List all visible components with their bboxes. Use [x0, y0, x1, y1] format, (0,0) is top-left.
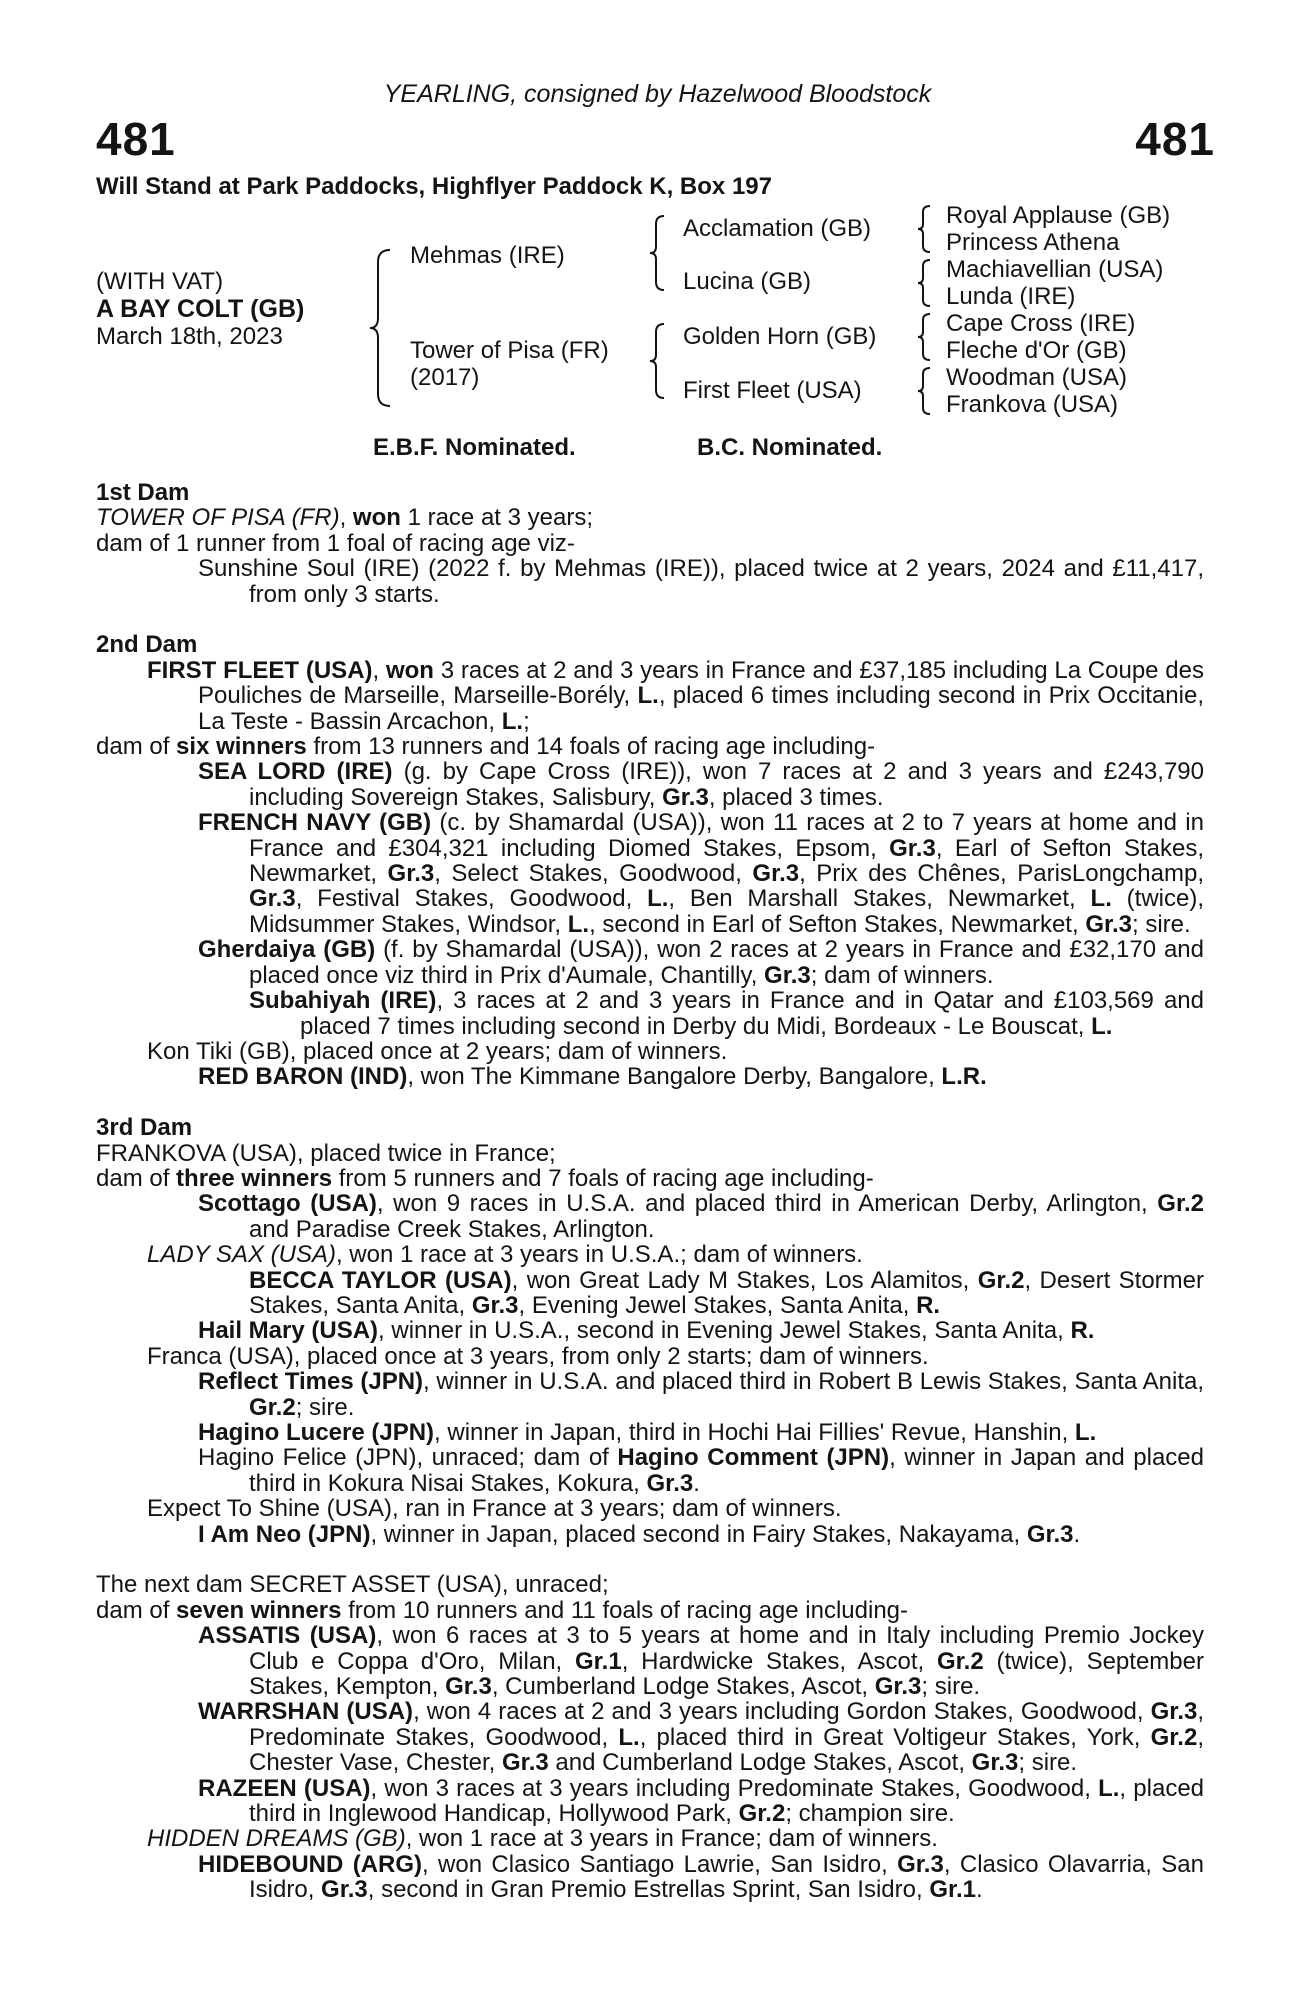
record-text: , 3 races at 2 and 3 years in France and in Qatar and £103,569 and placed 7 times including second in Derby du Midi, Bordeaux - Le Bouscat, [300, 987, 1204, 1040]
record-text: , winner in U.S.A., second in Evening Jewel Stakes, Santa Anita, [378, 1317, 1071, 1345]
record-text: . [1073, 1520, 1081, 1548]
produce-text: dam of [96, 733, 177, 761]
horse-name: Subahiyah (IRE) [249, 987, 437, 1015]
ggp-7: Woodman (USA) [946, 364, 1127, 391]
lot-number-left: 481 [96, 113, 176, 165]
ggp-3: Machiavellian (USA) [946, 256, 1164, 283]
record-text: , Prix des Chênes, ParisLongchamp, [799, 860, 1204, 888]
grade-label: Gr.3 [764, 961, 811, 989]
horse-name: RAZEEN (USA) [198, 1774, 371, 1802]
third-dam-record: FRANKOVA (USA), placed twice in France; [96, 1139, 556, 1167]
grade-label: Gr.3 [897, 1850, 944, 1878]
winners-count: seven winners [176, 1596, 342, 1624]
record-text: and Cumberland Lodge Stakes, Ascot, [548, 1749, 972, 1777]
ggp-6: Fleche d'Or (GB) [946, 337, 1127, 364]
ggp-1: Royal Applause (GB) [946, 202, 1171, 229]
pedigree-brace-g3 [916, 312, 932, 362]
progeny-hagino-lucere [96, 1420, 1204, 1445]
pedigree-brace-sire [648, 214, 666, 292]
record-text: , won 3 races at 3 years including Predominate Stakes, Goodwood, [370, 1774, 1099, 1802]
progeny-warrshan [96, 1699, 1204, 1775]
winners-count: six winners [176, 733, 307, 761]
progeny-reflect-times [96, 1369, 1204, 1420]
ggp-5: Cape Cross (IRE) [946, 310, 1136, 337]
grade-label: Gr.3 [1026, 1520, 1074, 1548]
pedigree-brace-g4 [916, 366, 932, 416]
record-text: , won 1 race at 3 years in U.S.A.; dam of winners. [335, 1241, 863, 1269]
record-text: , won Great Lady M Stakes, Los Alamitos, [511, 1266, 978, 1294]
grade-label: L.R. [941, 1063, 987, 1091]
record-text: (twice), September Stakes, Kempton, [249, 1647, 1204, 1701]
record-text: (c. by Shamardal (USA)), won 11 races at 2 to 7 years at home and in France and £304,321 including Diomed Stakes, Epsom, [249, 809, 1204, 862]
record-text: . [693, 1469, 700, 1497]
record-text: , placed 6 times including second in Prix Occitanie, La Teste - Bassin Arcachon, [198, 682, 1204, 735]
won-label: won [352, 504, 401, 532]
grade-label: Gr.3 [502, 1749, 549, 1777]
grade-label: Gr.1 [575, 1647, 622, 1675]
produce-text: from 5 runners and 7 foals of racing age including- [332, 1164, 874, 1192]
horse-name: Gherdaiya (GB) [198, 936, 376, 964]
record-text: ; [523, 707, 530, 735]
dam-dam-name: First Fleet (USA) [683, 377, 862, 404]
won-label: won [385, 656, 434, 684]
record-text: ; champion sire. [785, 1800, 955, 1828]
record-text: , Predominate Stakes, Goodwood, [249, 1698, 1205, 1751]
horse-name: ASSATIS (USA) [198, 1622, 377, 1650]
progeny-hidden-dreams [96, 1826, 1204, 1851]
produce-text: dam of [96, 1596, 177, 1624]
produce-text: from 10 runners and 11 foals of racing age including- [341, 1596, 909, 1624]
horse-name: Hagino Comment (JPN) [617, 1444, 890, 1472]
record-text: , placed 3 times. [708, 783, 884, 811]
progeny-expect-to-shine: Expect To Shine (USA), ran in France at 3 years; dam of winners. [147, 1495, 842, 1523]
grade-label: Gr.2 [977, 1266, 1025, 1294]
second-dam-heading: 2nd Dam [96, 631, 198, 659]
ggp-4: Lunda (IRE) [946, 283, 1076, 310]
grade-label: L. [637, 682, 659, 710]
record-text: , Desert Stormer Stakes, Santa Anita, [249, 1266, 1204, 1319]
record-text: and Paradise Creek Stakes, Arlington. [249, 1215, 655, 1243]
record-text: , won 1 race at 3 years in France; dam of winners. [405, 1825, 938, 1853]
grade-label: Gr.3 [752, 860, 800, 888]
record-text: ; sire. [1018, 1749, 1078, 1777]
record-text: 1 race at 3 years; [400, 504, 593, 532]
grade-label: L. [647, 885, 669, 913]
catalogue-body [96, 480, 1204, 1903]
grade-label: L. [501, 707, 524, 735]
grade-label: Gr.3 [662, 783, 709, 811]
grade-label: L. [1090, 885, 1112, 913]
record-text: , placed third in Inglewood Handicap, Hollywood Park, [249, 1774, 1205, 1828]
horse-name: A BAY COLT (GB) [96, 295, 305, 323]
grade-label: L. [1091, 1012, 1113, 1040]
pedigree-brace-g2 [916, 258, 932, 308]
grade-label: L. [1098, 1774, 1120, 1802]
record-text: (twice), Midsummer Stakes, Windsor, [249, 885, 1204, 938]
grade-label: R. [916, 1291, 941, 1319]
progeny-hagino-felice [96, 1445, 1204, 1496]
grade-label: Gr.3 [971, 1749, 1019, 1777]
horse-name: Scottago (USA) [198, 1190, 377, 1218]
grade-label: Gr.1 [929, 1876, 977, 1904]
first-dam-record: TOWER OF PISA (FR), won 1 race at 3 years; [96, 504, 593, 532]
progeny-razeen [96, 1776, 1204, 1827]
horse-name: SEA LORD (IRE) [198, 758, 393, 786]
record-text: ; dam of winners. [810, 961, 994, 989]
record-text: . [976, 1876, 983, 1904]
grade-label: L. [618, 1723, 640, 1751]
dam-name-italic: TOWER OF PISA (FR) [96, 504, 340, 532]
winners-count: three winners [176, 1164, 333, 1192]
record-text: (g. by Cape Cross (IRE)), won 7 races at 2 and 3 years and £243,790 including Sovereign Stakes, Salisbury, [249, 758, 1204, 811]
grade-label: R. [1070, 1317, 1095, 1345]
grade-label: Gr.2 [738, 1800, 786, 1828]
record-text: , placed third in Great Voltigeur Stakes, York, [639, 1723, 1151, 1751]
vat-note: (WITH VAT) [96, 268, 224, 295]
record-text: , Ben Marshall Stakes, Newmarket, [668, 885, 1091, 913]
progeny-red-baron [96, 1064, 1204, 1089]
grade-label: Gr.3 [249, 885, 296, 913]
horse-name: RED BARON (IND) [198, 1063, 408, 1091]
produce-text: from 13 runners and 14 foals of racing age including- [306, 733, 876, 761]
record-text: , Select Stakes, Goodwood, [434, 860, 753, 888]
second-dam-record: FIRST FLEET (USA), won 3 races at 2 and 3 years in France and £37,185 including La Coupe des Pouliches de Marseille, Marseille-Borély, L., placed 6 times including second in Prix Occitanie, La Teste - Bassin Arcachon, L.; [147, 656, 1204, 735]
progeny-french-navy [96, 810, 1204, 937]
third-dam-heading: 3rd Dam [96, 1114, 193, 1142]
grade-label: Gr.3 [387, 860, 435, 888]
record-text: , won The Kimmane Bangalore Derby, Bangalore, [407, 1063, 942, 1091]
ggp-8: Frankova (USA) [946, 391, 1119, 418]
grade-label: Gr.3 [889, 834, 936, 862]
record-text: , Cumberland Lodge Stakes, Ascot, [491, 1673, 875, 1701]
horse-name: LADY SAX (USA) [147, 1241, 336, 1269]
grade-label: Gr.2 [936, 1647, 984, 1675]
record-text: , winner in Japan, third in Hochi Hai Fillies' Revue, Hanshin, [434, 1419, 1075, 1446]
sire-sire-name: Acclamation (GB) [683, 215, 872, 242]
horse-name: Hagino Lucere (JPN) [198, 1419, 435, 1446]
grade-label: L. [567, 910, 590, 938]
record-text: , Earl of Sefton Stakes, Newmarket, [249, 834, 1204, 888]
sire-dam-name: Lucina (GB) [683, 268, 812, 295]
horse-name: WARRSHAN (USA) [198, 1698, 414, 1726]
foaling-date: March 18th, 2023 [96, 323, 283, 350]
grade-label: Gr.3 [1085, 910, 1133, 938]
horse-name: HIDEBOUND (ARG) [198, 1850, 423, 1878]
grade-label: Gr.3 [445, 1673, 492, 1701]
stabling-line: Will Stand at Park Paddocks, Highflyer Paddock K, Box 197 [96, 173, 772, 200]
progeny-assatis [96, 1623, 1204, 1699]
progeny-kon-tiki: Kon Tiki (GB), placed once at 2 years; dam of winners. [147, 1037, 728, 1065]
record-text: , Festival Stakes, Goodwood, [295, 885, 648, 913]
first-dam-offspring: Sunshine Soul (IRE) (2022 f. by Mehmas (IRE)), placed twice at 2 years, 2024 and £11,417, from only 3 starts. [198, 555, 1204, 608]
grade-label: L. [1074, 1419, 1097, 1446]
horse-name: Reflect Times (JPN) [198, 1368, 424, 1396]
produce-text: dam of [96, 1164, 177, 1192]
record-text: , Hardwicke Stakes, Ascot, [621, 1647, 937, 1675]
next-dam-record: The next dam SECRET ASSET (USA), unraced; [96, 1571, 609, 1599]
progeny-scottago [96, 1191, 1204, 1242]
progeny-lady-sax [96, 1242, 1204, 1267]
progeny-hidebound [96, 1852, 1204, 1903]
record-text: , won Clasico Santiago Lawrie, San Isidro, [422, 1850, 898, 1878]
progeny-hail-mary [96, 1318, 1204, 1343]
dam-name-bold: FIRST FLEET (USA) [147, 656, 373, 684]
record-text: , second in Earl of Sefton Stakes, Newmarket, [589, 910, 1086, 938]
ggp-2: Princess Athena [946, 229, 1120, 256]
progeny-becca-taylor [96, 1268, 1204, 1319]
horse-name: FRENCH NAVY (GB) [198, 809, 432, 837]
record-text: , won 6 races at 3 to 5 years at home and in Italy including Premio Jockey Club e Coppa d'Oro, Milan, [249, 1622, 1205, 1675]
progeny-subahiyah [96, 988, 1204, 1039]
record-text: , winner in Japan and placed third in Kokura Nisai Stakes, Kokura, [249, 1444, 1204, 1497]
dam-year: (2017) [410, 364, 480, 391]
progeny-sea-lord [96, 759, 1204, 810]
first-dam-produce: dam of 1 runner from 1 foal of racing age viz- [96, 529, 575, 557]
pedigree-brace-g1 [916, 204, 932, 254]
third-dam-produce [96, 1166, 1204, 1191]
horse-name: I Am Neo (JPN) [198, 1520, 371, 1548]
grade-label: Gr.2 [1150, 1723, 1198, 1751]
record-text: , second in Gran Premio Estrellas Sprint, San Isidro, [367, 1876, 930, 1904]
horse-name: Hail Mary (USA) [198, 1317, 379, 1345]
next-dam-produce [96, 1598, 1204, 1623]
progeny-franca: Franca (USA), placed once at 3 years, from only 2 starts; dam of winners. [147, 1342, 929, 1370]
record-text: ; sire. [295, 1393, 355, 1421]
grade-label: Gr.3 [874, 1673, 922, 1701]
ebf-nominated: E.B.F. Nominated. [373, 434, 576, 461]
dam-sire-name: Golden Horn (GB) [683, 323, 877, 350]
grade-label: Gr.3 [1150, 1698, 1198, 1726]
dam-name: Tower of Pisa (FR) [410, 337, 609, 364]
record-text: Hagino Felice (JPN), unraced; dam of [198, 1444, 618, 1472]
grade-label: Gr.3 [321, 1876, 368, 1904]
record-text: ; sire. [1132, 910, 1191, 938]
grade-label: Gr.3 [646, 1469, 694, 1497]
grade-label: Gr.3 [471, 1291, 519, 1319]
record-text: 3 races at 2 and 3 years in France and £37,185 including La Coupe des Pouliches de Marseille, Marseille-Borély, [198, 656, 1204, 710]
record-text: , winner in U.S.A. and placed third in Robert B Lewis Stakes, Santa Anita, [423, 1368, 1204, 1396]
progeny-gherdaiya [96, 937, 1204, 988]
lot-number-right: 481 [1135, 113, 1215, 165]
consignor-line: YEARLING, consigned by Hazelwood Bloodstock [383, 80, 932, 108]
record-text: , Chester Vase, Chester, [249, 1723, 1204, 1777]
grade-label: Gr.2 [1157, 1190, 1204, 1218]
sire-name: Mehmas (IRE) [410, 242, 565, 269]
bc-nominated: B.C. Nominated. [697, 434, 883, 461]
pedigree-brace-main [368, 248, 392, 408]
record-text: , Evening Jewel Stakes, Santa Anita, [518, 1291, 917, 1319]
progeny-i-am-neo [96, 1522, 1204, 1547]
record-text: , won 4 races at 2 and 3 years including Gordon Stakes, Goodwood, [413, 1698, 1151, 1726]
record-text: (f. by Shamardal (USA)), won 2 races at 2 years in France and £32,170 and placed once viz third in Prix d'Aumale, Chantilly, [249, 936, 1204, 989]
record-text: ; sire. [921, 1673, 981, 1701]
record-text: , winner in Japan, placed second in Fairy Stakes, Nakayama, [370, 1520, 1027, 1548]
record-text: , won 9 races in U.S.A. and placed third in American Derby, Arlington, [376, 1190, 1158, 1218]
horse-name: BECCA TAYLOR (USA) [249, 1266, 512, 1294]
second-dam-produce [96, 734, 1204, 759]
horse-name: HIDDEN DREAMS (GB) [147, 1825, 406, 1853]
first-dam-heading: 1st Dam [96, 479, 190, 506]
record-text: , Clasico Olavarria, San Isidro, [249, 1850, 1205, 1904]
grade-label: Gr.2 [249, 1393, 296, 1421]
pedigree-brace-dam [648, 322, 666, 400]
